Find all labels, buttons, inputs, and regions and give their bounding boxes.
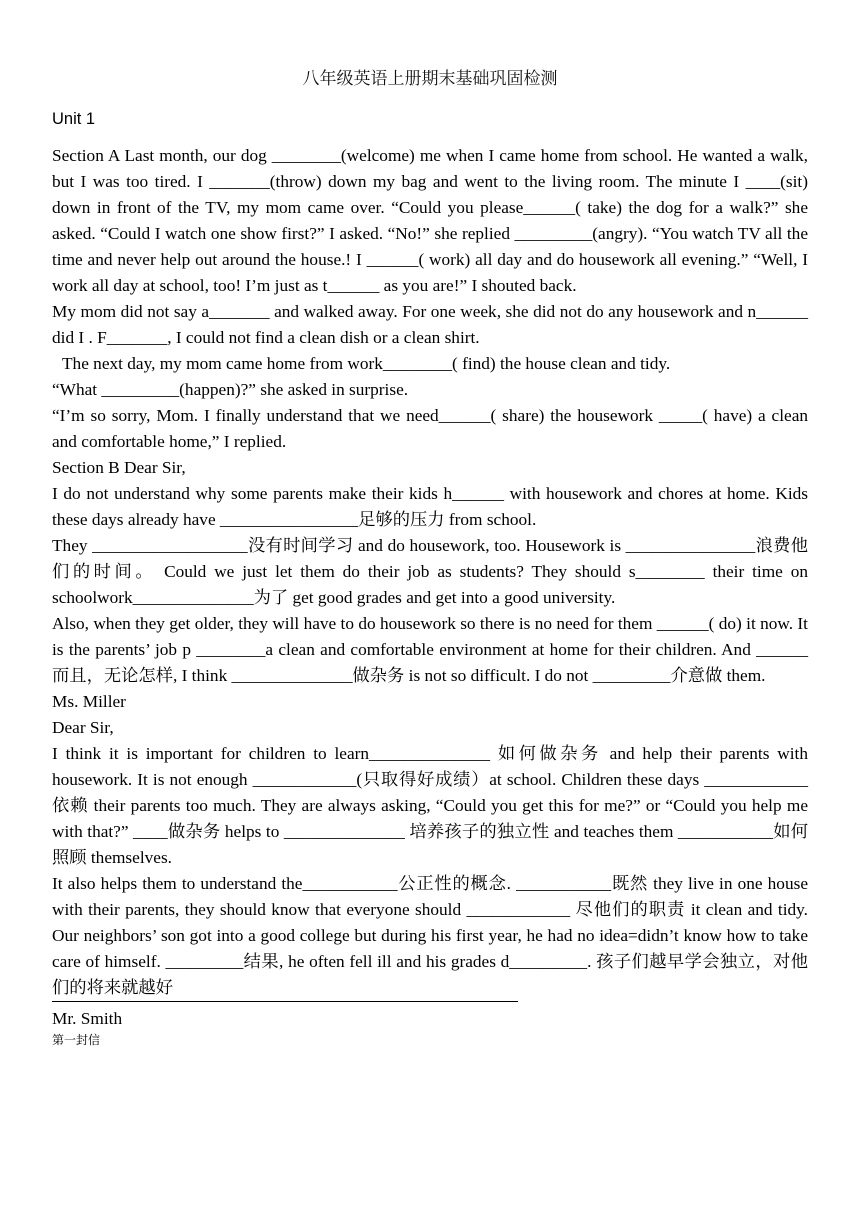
paragraph: My mom did not say a_______ and walked away. For one week, she did not do any housework and n______ did I . F_______, I could not find a clean dish or a clean shirt.: [52, 302, 808, 347]
letter-greeting: Dear Sir,: [52, 718, 114, 737]
unit-heading: Unit 1: [52, 110, 96, 128]
document-body: [52, 143, 808, 1048]
letter-signature: Ms. Miller: [52, 692, 126, 711]
letter-signature: Mr. Smith: [52, 1009, 123, 1028]
paragraph: The next day, my mom came home from work________( find) the house clean and tidy.: [62, 354, 671, 373]
paragraph: “What _________(happen)?” she asked in surprise.: [52, 380, 409, 399]
paragraph: “I’m so sorry, Mom. I finally understand that we need______( share) the housework _____( have) a clean and comfortable home,” I replied.: [52, 406, 808, 451]
page-title: 八年级英语上册期末基础巩固检测: [302, 69, 558, 89]
paragraph: It also helps them to understand the___________公正性的概念. ___________既然 they live in one house with their parents, they should know that everyone should ____________ 尽他们的职责 it clean and tidy. Our neighbors’ son got into a good college but during his first year, he had no idea=didn’t know how to take care of himself. _________结果, he often fell ill and his grades d_________. 孩子们越早学会独立，对他们的将来就越好: [52, 874, 808, 997]
paragraph-section-b: Section B Dear Sir,: [52, 458, 186, 477]
paragraph: I think it is important for children to learn______________ 如何做杂务 and help their parents with housework. It is not enough ____________(只取得好成绩）at school. Children these days ____________依赖 their parents too much. They are always asking, “Could you get this for me?” or “Could you help me with that?” ____做杂务 helps to ______________ 培养孩子的独立性 and teaches them ___________如何照顾 themselves.: [52, 744, 808, 867]
paragraph-section-a: Section A Last month, our dog ________(welcome) me when I came home from school. He wanted a walk, but I was too tired. I _______(throw) down my bag and went to the living room. The minute I ____(sit) down in front of the TV, my mom came over. “Could you please______( take) the dog for a walk?” she asked. “Could I watch one show first?” I asked. “No!” she replied _________(angry). “You watch TV all the time and never help out around the house.! I ______( work) all day and do housework all evening.” “Well, I work all day at school, too! I’m just as t______ as you are!” I shouted back.: [52, 146, 808, 295]
paragraph: They __________________没有时间学习 and do housework, too. Housework is _______________浪费他们的时间。 Could we just let them do their job as students? They should s________ their time on schoolwork______________为了 get good grades and get into a good university.: [52, 536, 808, 607]
paragraph: I do not understand why some parents make their kids h______ with housework and chores at home. Kids these days already have ________________足够的压力 from school.: [52, 484, 808, 529]
paragraph: Also, when they get older, they will have to do housework so there is no need for them ______( do) it now. It is the parents’ job p ________a clean and comfortable environment at home for their children. And ______而且，无论怎样, I think ______________做杂务 is not so difficult. I do not _________介意做 them.: [52, 614, 808, 685]
answer-blank-line: [52, 1001, 518, 1002]
footer-note: 第一封信: [52, 1033, 101, 1047]
